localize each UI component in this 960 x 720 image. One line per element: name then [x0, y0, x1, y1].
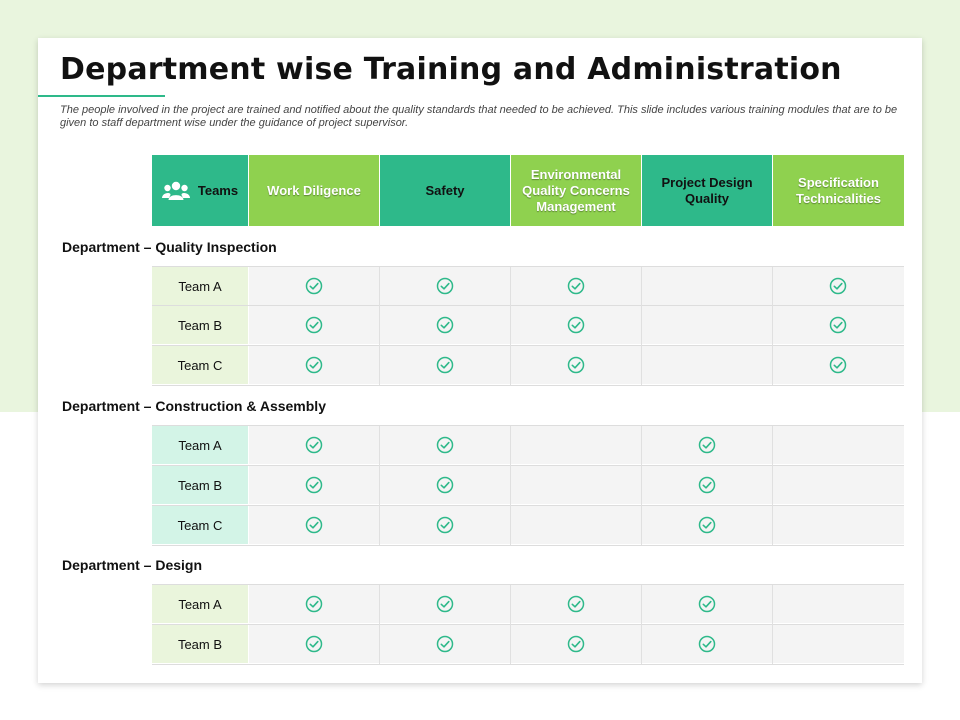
team-cell: Team B	[152, 306, 248, 344]
check-circle-icon	[567, 356, 585, 374]
table-row	[249, 426, 904, 464]
section-title-construction-assembly: Department – Construction & Assembly	[62, 398, 326, 414]
team-cell: Team A	[152, 267, 248, 305]
column-divider	[772, 267, 773, 385]
row-divider	[152, 584, 904, 585]
row-divider	[152, 664, 904, 665]
check-circle-icon	[567, 316, 585, 334]
check-circle-icon	[305, 356, 323, 374]
check-circle-icon	[436, 316, 454, 334]
row-divider	[152, 266, 904, 267]
section-title-design: Department – Design	[62, 557, 203, 573]
column-divider	[641, 267, 642, 385]
check-circle-icon	[436, 595, 454, 613]
check-circle-icon	[567, 635, 585, 653]
check-circle-icon	[829, 316, 847, 334]
check-circle-icon	[698, 635, 716, 653]
check-circle-icon	[829, 277, 847, 295]
check-circle-icon	[436, 436, 454, 454]
table-row	[249, 506, 904, 544]
header-col-safety: Safety	[380, 155, 510, 226]
users-icon	[162, 180, 190, 202]
section-title-quality-inspection: Department – Quality Inspection	[62, 239, 277, 255]
row-divider	[152, 425, 904, 426]
team-cell: Team A	[152, 426, 248, 464]
check-circle-icon	[305, 316, 323, 334]
column-divider	[510, 267, 511, 385]
header-col-environmental: Environmental Quality Concerns Management	[511, 155, 641, 226]
check-circle-icon	[305, 595, 323, 613]
check-circle-icon	[829, 356, 847, 374]
row-divider	[152, 305, 904, 306]
check-circle-icon	[698, 516, 716, 534]
header-teams	[152, 155, 248, 226]
check-circle-icon	[698, 476, 716, 494]
header-col-project-design: Project Design Quality	[642, 155, 772, 226]
team-cell: Team C	[152, 506, 248, 544]
column-divider	[510, 426, 511, 545]
check-circle-icon	[436, 356, 454, 374]
check-circle-icon	[305, 516, 323, 534]
check-circle-icon	[698, 595, 716, 613]
column-divider	[641, 585, 642, 664]
column-divider	[772, 585, 773, 664]
column-divider	[379, 585, 380, 664]
check-circle-icon	[305, 635, 323, 653]
column-divider	[379, 426, 380, 545]
header-col-work-diligence: Work Diligence	[249, 155, 379, 226]
row-divider	[152, 624, 904, 625]
check-circle-icon	[567, 595, 585, 613]
check-circle-icon	[305, 476, 323, 494]
row-divider	[152, 345, 904, 346]
row-divider	[152, 385, 904, 386]
check-circle-icon	[305, 277, 323, 295]
team-cell: Team B	[152, 466, 248, 504]
column-divider	[641, 426, 642, 545]
check-circle-icon	[436, 635, 454, 653]
check-circle-icon	[305, 436, 323, 454]
table-row	[249, 466, 904, 504]
column-divider	[772, 426, 773, 545]
check-circle-icon	[436, 476, 454, 494]
column-divider	[379, 267, 380, 385]
header-col-specification: Specification Technicalities	[773, 155, 904, 226]
team-cell: Team A	[152, 585, 248, 623]
column-divider	[510, 585, 511, 664]
header-teams-label: Teams	[197, 182, 239, 198]
check-circle-icon	[436, 516, 454, 534]
row-divider	[152, 505, 904, 506]
check-circle-icon	[698, 436, 716, 454]
title-underline	[38, 95, 165, 97]
team-cell: Team C	[152, 346, 248, 384]
check-circle-icon	[436, 277, 454, 295]
team-cell: Team B	[152, 625, 248, 663]
row-divider	[152, 545, 904, 546]
page-subtitle: The people involved in the project are trained and notified about the quality standards that needed to be achieved. This slide includes various training modules that are to be given to staff department wise under the guidance of project supervisor.	[60, 104, 898, 129]
row-divider	[152, 465, 904, 466]
page-title: Department wise Training and Administration	[60, 52, 842, 87]
check-circle-icon	[567, 277, 585, 295]
